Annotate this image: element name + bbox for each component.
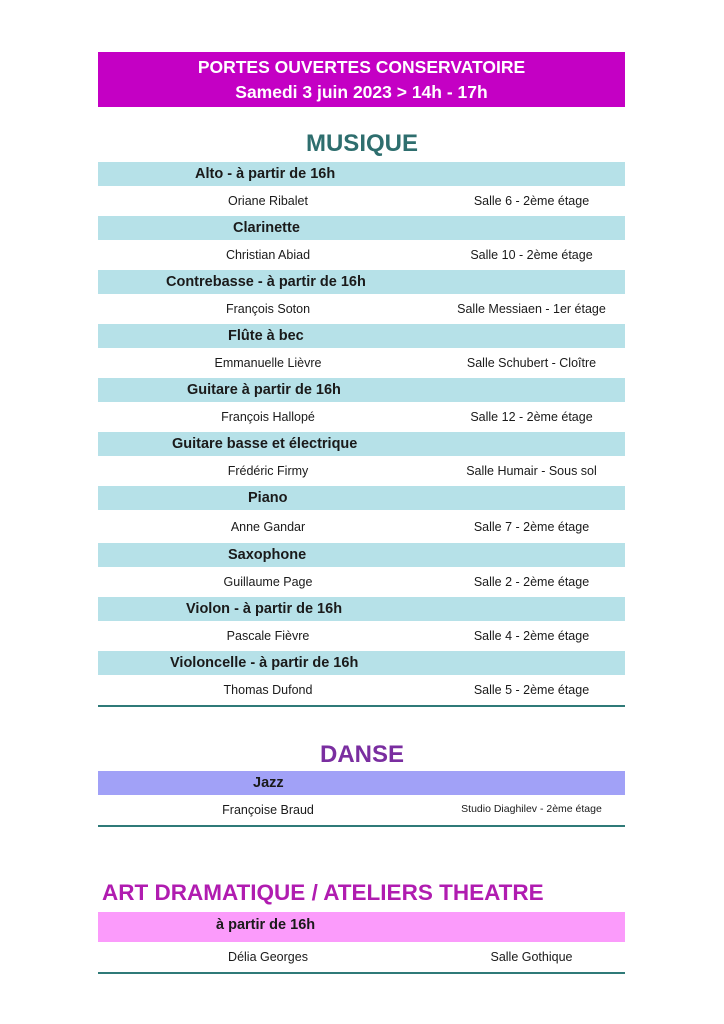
room-name: Salle Messiaen - 1er étage xyxy=(457,302,606,316)
room-name: Salle Schubert - Cloître xyxy=(466,356,597,370)
instrument-row xyxy=(98,162,625,186)
room-name: Salle 7 - 2ème étage xyxy=(473,520,590,534)
teacher-name: Anne Gandar xyxy=(230,520,306,534)
room-name: Studio Diaghilev - 2ème étage xyxy=(461,803,602,815)
teacher-row xyxy=(98,567,625,597)
instrument-label: Guitare basse et électrique xyxy=(172,436,358,452)
room-name: Salle 10 - 2ème étage xyxy=(470,248,593,262)
teacher-row xyxy=(98,294,625,324)
event-header-banner xyxy=(98,52,625,107)
room-name: Salle 6 - 2ème étage xyxy=(473,194,590,208)
teacher-row xyxy=(98,456,625,486)
instrument-row xyxy=(98,543,625,567)
instrument-label: Violon - à partir de 16h xyxy=(186,601,343,617)
instrument-row xyxy=(98,771,625,795)
instrument-label: Jazz xyxy=(253,775,284,791)
instrument-row xyxy=(98,378,625,402)
room-name: Salle Gothique xyxy=(490,950,573,964)
instrument-label: Contrebasse - à partir de 16h xyxy=(166,274,366,290)
instrument-row xyxy=(98,216,625,240)
room-name: Salle 12 - 2ème étage xyxy=(470,410,593,424)
instrument-row xyxy=(98,486,625,510)
teacher-name: François Soton xyxy=(225,302,311,316)
instrument-row xyxy=(98,324,625,348)
teacher-name: Frédéric Firmy xyxy=(227,464,309,478)
table-bottom-rule xyxy=(98,972,625,974)
teacher-row xyxy=(98,348,625,378)
danse-section-title: DANSE xyxy=(319,741,404,768)
instrument-label: Saxophone xyxy=(228,547,307,563)
instrument-label: Alto - à partir de 16h xyxy=(195,166,336,182)
teacher-row xyxy=(98,240,625,270)
room-name: Salle 2 - 2ème étage xyxy=(473,575,590,589)
teacher-name: François Hallopé xyxy=(221,410,315,424)
instrument-row xyxy=(98,432,625,456)
instrument-row xyxy=(98,270,625,294)
teacher-name: Françoise Braud xyxy=(222,803,314,817)
musique-table xyxy=(98,162,625,707)
instrument-row xyxy=(98,597,625,621)
teacher-row xyxy=(98,942,625,972)
teacher-row xyxy=(98,675,625,705)
art-dramatique-table xyxy=(98,912,625,974)
room-name: Salle 4 - 2ème étage xyxy=(473,629,590,643)
instrument-label: Guitare à partir de 16h xyxy=(187,382,341,398)
instrument-label: à partir de 16h xyxy=(216,917,316,933)
musique-section-title: MUSIQUE xyxy=(305,130,418,157)
room-name: Salle 5 - 2ème étage xyxy=(473,683,590,697)
teacher-name: Thomas Dufond xyxy=(223,683,313,697)
teacher-row xyxy=(98,621,625,651)
teacher-name: Christian Abiad xyxy=(225,248,311,262)
event-title: PORTES OUVERTES CONSERVATOIRE xyxy=(197,57,526,77)
instrument-label: Flûte à bec xyxy=(228,328,304,344)
table-bottom-rule xyxy=(98,705,625,707)
danse-table xyxy=(98,771,625,827)
teacher-row xyxy=(98,402,625,432)
table-bottom-rule xyxy=(98,825,625,827)
room-name: Salle Humair - Sous sol xyxy=(466,464,597,478)
instrument-row xyxy=(98,912,625,942)
teacher-row xyxy=(98,186,625,216)
teacher-row xyxy=(98,510,625,543)
instrument-label: Violoncelle - à partir de 16h xyxy=(170,655,359,671)
art-dramatique-section-title: ART DRAMATIQUE / ATELIERS THEATRE xyxy=(102,880,544,905)
instrument-row xyxy=(98,651,625,675)
instrument-label: Clarinette xyxy=(233,220,300,236)
event-date: Samedi 3 juin 2023 > 14h - 17h xyxy=(235,82,488,102)
teacher-name: Pascale Fièvre xyxy=(226,629,310,643)
teacher-name: Emmanuelle Lièvre xyxy=(214,356,322,370)
teacher-name: Guillaume Page xyxy=(223,575,313,589)
teacher-name: Oriane Ribalet xyxy=(228,194,308,208)
teacher-row xyxy=(98,795,625,825)
instrument-label: Piano xyxy=(248,490,288,506)
teacher-name: Délia Georges xyxy=(228,950,308,964)
